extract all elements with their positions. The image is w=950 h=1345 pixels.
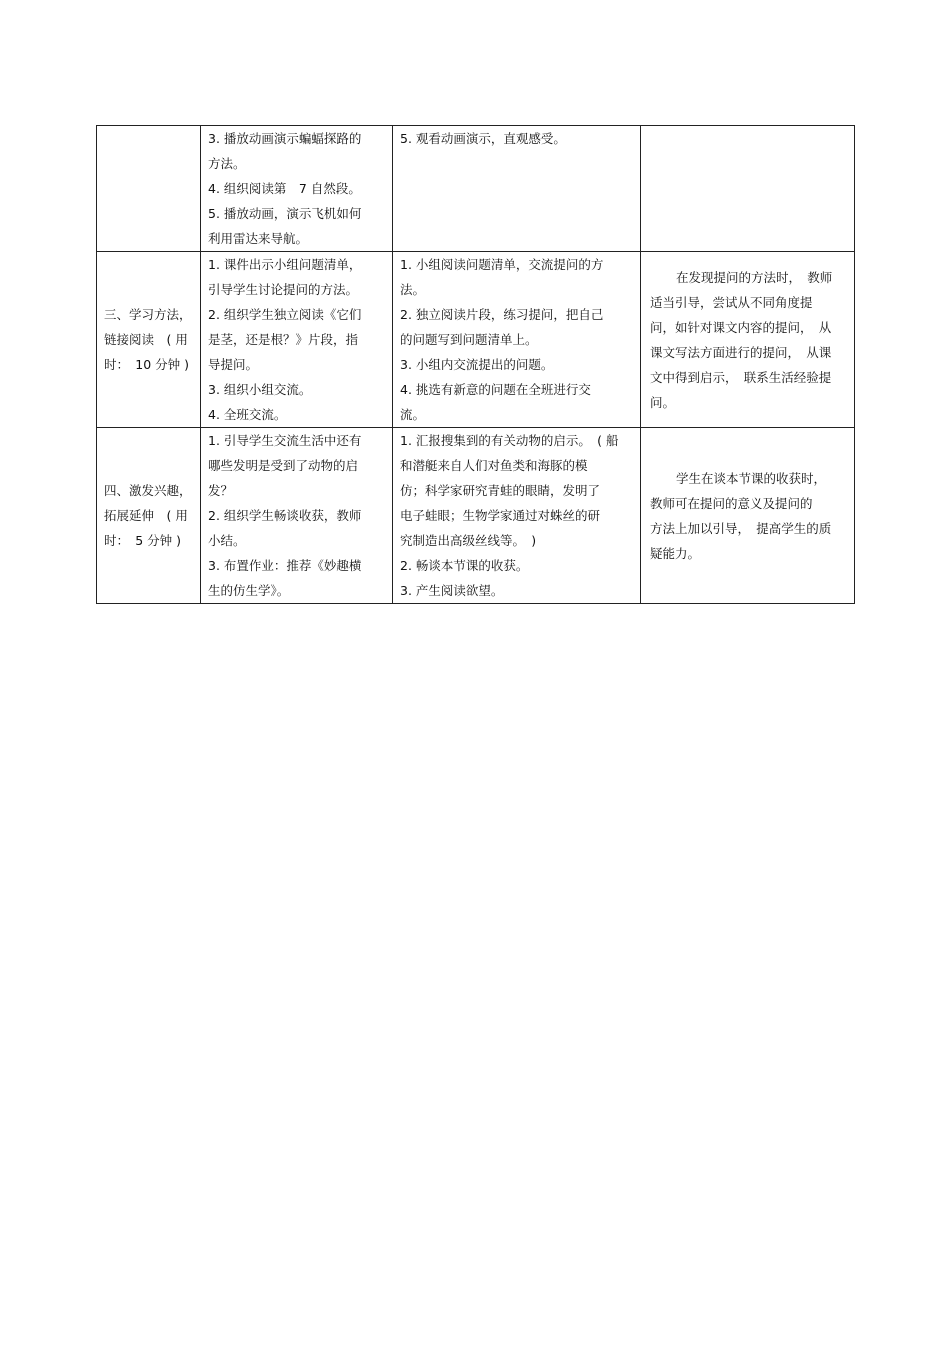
text-line: 方法。 <box>208 156 246 171</box>
stage-line: 链接阅读 ( 用 <box>104 332 188 347</box>
stage-cell <box>97 428 201 604</box>
text-line: 2. 组织学生独立阅读《它们 <box>208 307 362 322</box>
teacher-activity-cell <box>201 252 393 428</box>
student-activity-cell <box>393 428 641 604</box>
stage-line: 拓展延伸 ( 用 <box>104 508 188 523</box>
note-line: 方法上加以引导， 提高学生的质 <box>650 520 832 536</box>
text-line: 利用雷达来导航。 <box>208 231 309 246</box>
stage-cell <box>97 126 201 252</box>
student-activity-cell <box>393 126 641 252</box>
note-line: 课文写法方面进行的提问， 从课 <box>650 344 832 360</box>
text-line: 3. 小组内交流提出的问题。 <box>400 357 554 372</box>
text-line: 4. 挑选有新意的问题在全班进行交 <box>400 382 591 397</box>
note-line: 问，如针对课文内容的提问， 从 <box>650 319 832 335</box>
text-line: 法。 <box>400 282 426 297</box>
note-line: 在发现提问的方法时， 教师 <box>676 269 833 285</box>
note-line: 文中得到启示， 联系生活经验提 <box>650 369 832 385</box>
text-line: 1. 汇报搜集到的有关动物的启示。 ( 船 <box>400 433 619 448</box>
stage-line: 时： 5 分钟 ) <box>104 533 182 548</box>
text-line: 仿；科学家研究青蛙的眼睛，发明了 <box>400 483 601 498</box>
note-line: 学生在谈本节课的收获时， <box>676 470 827 486</box>
text-line: 哪些发明是受到了动物的启 <box>208 458 359 473</box>
text-line: 4. 全班交流。 <box>208 407 287 422</box>
text-line: 1. 引导学生交流生活中还有 <box>208 433 362 448</box>
design-note-cell <box>641 126 855 252</box>
stage-line: 三、学习方法， <box>104 307 192 322</box>
text-line: 流。 <box>400 407 426 422</box>
text-line: 电子蛙眼；生物学家通过对蛛丝的研 <box>400 508 601 523</box>
text-line: 2. 组织学生畅谈收获，教师 <box>208 508 362 523</box>
table-row <box>97 428 855 604</box>
note-line: 问。 <box>650 394 676 410</box>
note-line: 疑能力。 <box>650 545 701 561</box>
text-line: 2. 独立阅读片段，练习提问，把自己 <box>400 307 604 322</box>
text-line: 和潜艇来自人们对鱼类和海豚的模 <box>400 458 588 473</box>
stage-line: 四、激发兴趣， <box>104 483 192 498</box>
teacher-activity-cell <box>201 428 393 604</box>
text-line: 5. 观看动画演示，直观感受。 <box>400 131 566 146</box>
student-activity-cell <box>393 252 641 428</box>
text-line: 引导学生讨论提问的方法。 <box>208 282 359 297</box>
table-row <box>97 126 855 252</box>
note-line: 适当引导，尝试从不同角度提 <box>650 294 813 310</box>
text-line: 是茎，还是根？》片段，指 <box>208 332 359 347</box>
text-line: 导提问。 <box>208 357 259 372</box>
lesson-plan-table <box>96 125 855 604</box>
stage-line: 时： 10 分钟 ) <box>104 357 189 372</box>
text-line: 发？ <box>208 483 234 498</box>
table-row <box>97 252 855 428</box>
note-line: 教师可在提问的意义及提问的 <box>650 495 813 511</box>
teacher-activity-cell <box>201 126 393 252</box>
text-line: 3. 产生阅读欲望。 <box>400 583 504 598</box>
text-line: 5. 播放动画，演示飞机如何 <box>208 206 362 221</box>
text-line: 小结。 <box>208 533 246 548</box>
text-line: 3. 播放动画演示蝙蝠探路的 <box>208 131 362 146</box>
text-line: 1. 小组阅读问题清单，交流提问的方 <box>400 257 604 272</box>
stage-cell <box>97 252 201 428</box>
design-note-cell <box>641 428 855 604</box>
design-note-cell <box>641 252 855 428</box>
text-line: 的问题写到问题清单上。 <box>400 332 538 347</box>
text-line: 1. 课件出示小组问题清单， <box>208 257 362 272</box>
text-line: 2. 畅谈本节课的收获。 <box>400 558 529 573</box>
text-line: 3. 组织小组交流。 <box>208 382 312 397</box>
text-line: 3. 布置作业：推荐《妙趣横 <box>208 558 362 573</box>
text-line: 究制造出高级丝线等。 ) <box>400 533 537 548</box>
text-line: 生的仿生学》。 <box>208 583 290 598</box>
text-line: 4. 组织阅读第 7 自然段。 <box>208 181 361 196</box>
